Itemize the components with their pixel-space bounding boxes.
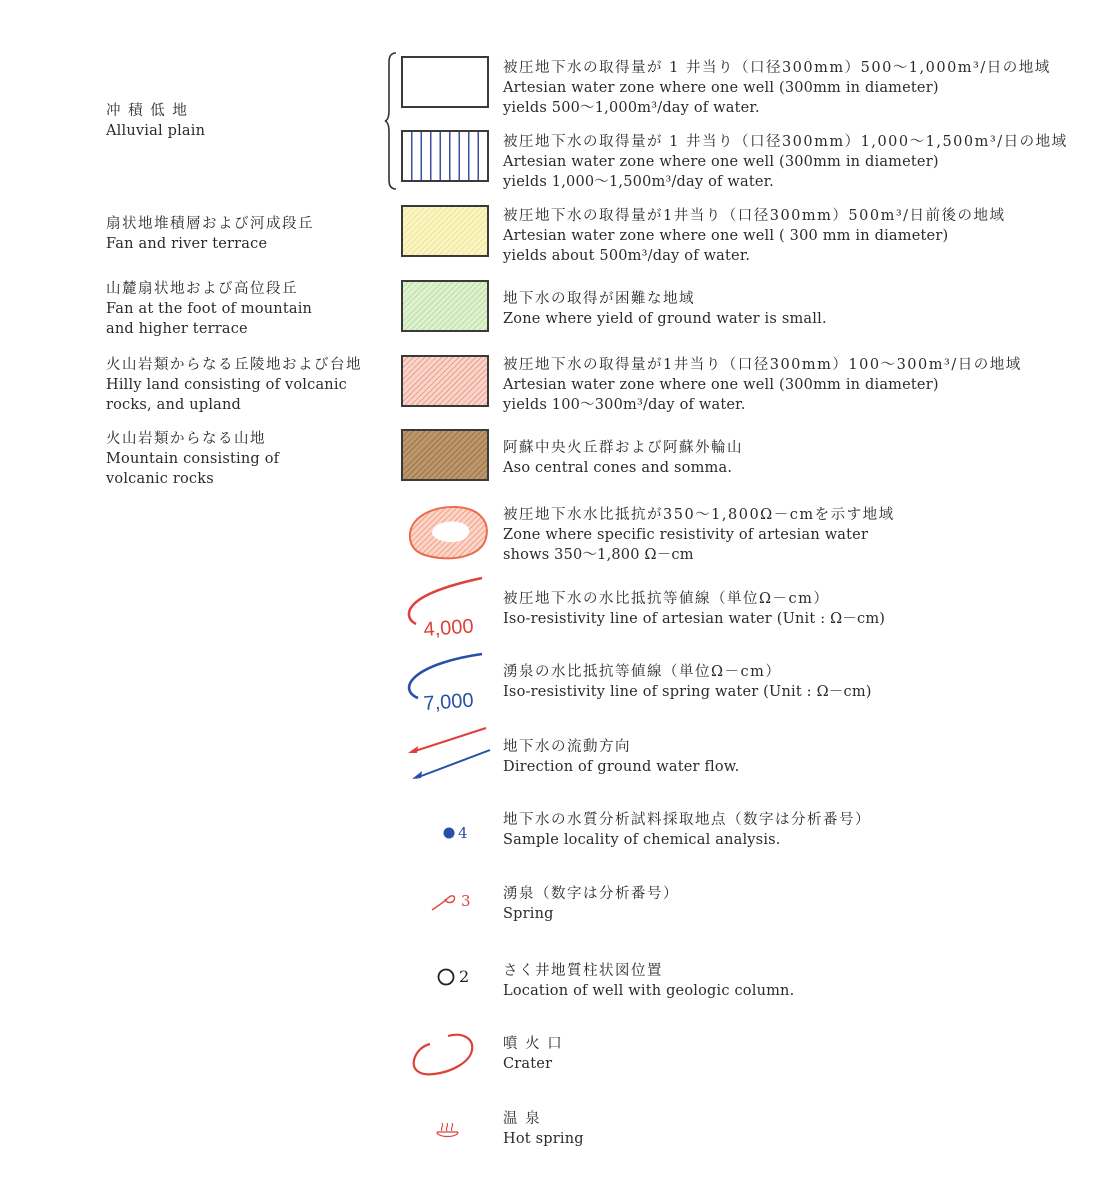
- swatch-pink: [401, 355, 489, 407]
- text-en: shows 350～1,800 Ω－cm: [503, 547, 694, 563]
- label-jp: 扇状地堆積層および河成段丘: [106, 216, 314, 232]
- label-jp: 火山岩類からなる山地: [106, 431, 266, 447]
- legend-text-crater: [503, 1034, 563, 1074]
- swatch-vertical-lines: [401, 130, 489, 182]
- legend-label-fan-river: [106, 214, 314, 254]
- text-jp: 被圧地下水の取得量が 1 井当り（口径300mm）500～1,000m³/日の地域: [503, 60, 1051, 76]
- legend-text-hotspring: [503, 1109, 584, 1149]
- well-location-symbol: [437, 965, 497, 989]
- hot-spring-icon: [434, 1120, 464, 1140]
- text-en: Iso-resistivity line of spring water (Unit : Ω－cm): [503, 684, 872, 700]
- legend-text-small: [503, 289, 827, 329]
- text-jp: 被圧地下水の水比抵抗等値線（単位Ω－cm）: [503, 591, 830, 607]
- label-jp: 冲 積 低 地: [106, 103, 189, 119]
- text-en: Artesian water zone where one well (300mm in diameter): [503, 80, 939, 96]
- label-en: Fan and river terrace: [106, 236, 268, 252]
- swatch-green: [401, 280, 489, 332]
- label-jp: 火山岩類からなる丘陵地および台地: [106, 357, 362, 373]
- text-en: Aso central cones and somma.: [503, 460, 733, 476]
- text-en: yields 100～300m³/day of water.: [503, 397, 746, 413]
- label-en: rocks, and upland: [106, 397, 242, 413]
- legend-text-iso-spring: [503, 662, 872, 702]
- spring-number: 3: [461, 892, 471, 910]
- text-jp: 被圧地下水の取得量が1井当り（口径300mm）100～300m³/日の地域: [503, 357, 1022, 373]
- iso-resistivity-spring-icon: [404, 648, 500, 718]
- text-jp: 湧泉（数字は分析番号）: [503, 886, 679, 902]
- text-jp: 温 泉: [503, 1111, 542, 1127]
- legend-label-alluvial: [106, 101, 205, 141]
- text-en: Sample locality of chemical analysis.: [503, 832, 781, 848]
- text-en: yields 500～1,000m³/day of water.: [503, 100, 760, 116]
- resistivity-zone-icon: [402, 500, 494, 564]
- text-en: Artesian water zone where one well ( 300 mm in diameter): [503, 228, 949, 244]
- legend-text-sample: [503, 810, 871, 850]
- label-en: and higher terrace: [106, 321, 248, 337]
- text-en: Location of well with geologic column.: [503, 983, 795, 999]
- text-en: Iso-resistivity line of artesian water (Unit : Ω－cm): [503, 611, 886, 627]
- text-jp: 噴 火 口: [503, 1036, 564, 1052]
- brace-icon: [384, 52, 398, 190]
- sample-number: 4: [458, 824, 468, 842]
- text-jp: 被圧地下水の取得量が 1 井当り（口径300mm）1,000～1,500m³/日の地域: [503, 134, 1068, 150]
- iso-artesian-value: 4,000: [422, 615, 475, 641]
- text-en: Zone where specific resistivity of artesian water: [503, 527, 869, 543]
- well-circle-icon: [437, 965, 457, 989]
- legend-label-hilly: [106, 355, 362, 415]
- spring-symbol: [430, 890, 500, 914]
- legend-text-aso: [503, 438, 743, 478]
- sample-locality-symbol: [442, 822, 502, 844]
- legend-text-resistivity-zone: [503, 505, 895, 565]
- text-en: Direction of ground water flow.: [503, 759, 740, 775]
- swatch-yellow: [401, 205, 489, 257]
- legend-text-spring: [503, 884, 679, 924]
- text-en: Hot spring: [503, 1131, 584, 1147]
- text-jp: 被圧地下水の取得量が1井当り（口径300mm）500m³/日前後の地域: [503, 208, 1006, 224]
- well-number: 2: [459, 967, 470, 986]
- spring-icon: [430, 890, 458, 914]
- legend-label-fan-mountain: [106, 279, 312, 339]
- text-jp: 湧泉の水比抵抗等値線（単位Ω－cm）: [503, 664, 782, 680]
- legend-text-flow: [503, 737, 740, 777]
- text-en: Crater: [503, 1056, 553, 1072]
- text-en: Artesian water zone where one well (300mm in diameter): [503, 154, 939, 170]
- label-en: Alluvial plain: [106, 123, 206, 139]
- flow-arrows-icon: [404, 724, 500, 784]
- swatch-brown: [401, 429, 489, 481]
- legend-text-zabout500: [503, 206, 1006, 266]
- label-en: Hilly land consisting of volcanic: [106, 377, 348, 393]
- crater-icon: [408, 1028, 480, 1084]
- text-jp: 地下水の流動方向: [503, 739, 631, 755]
- text-en: yields 1,000～1,500m³/day of water.: [503, 174, 774, 190]
- label-en: Fan at the foot of mountain: [106, 301, 313, 317]
- label-en: volcanic rocks: [106, 471, 214, 487]
- text-jp: 地下水の水質分析試料採取地点（数字は分析番号）: [503, 812, 871, 828]
- label-en: Mountain consisting of: [106, 451, 280, 467]
- sample-dot-icon: [442, 822, 456, 844]
- legend-text-z500: [503, 58, 1051, 118]
- text-en: Artesian water zone where one well (300mm in diameter): [503, 377, 939, 393]
- text-en: Spring: [503, 906, 554, 922]
- text-jp: 阿蘇中央火丘群および阿蘇外輪山: [503, 440, 743, 456]
- legend-label-mountain: [106, 429, 279, 489]
- label-jp: 山麓扇状地および高位段丘: [106, 281, 298, 297]
- text-jp: さく井地質柱状図位置: [503, 963, 663, 979]
- text-en: Zone where yield of ground water is small.: [503, 311, 827, 327]
- legend-text-z100: [503, 355, 1022, 415]
- swatch-white: [401, 56, 489, 108]
- legend-text-iso-artesian: [503, 589, 885, 629]
- iso-resistivity-artesian-icon: [404, 574, 500, 644]
- text-jp: 地下水の取得が困難な地域: [503, 291, 695, 307]
- legend-text-z1000: [503, 132, 1068, 192]
- legend-text-well: [503, 961, 794, 1001]
- text-jp: 被圧地下水水比抵抗が350～1,800Ω－cmを示す地域: [503, 507, 895, 523]
- iso-spring-value: 7,000: [422, 689, 475, 715]
- text-en: yields about 500m³/day of water.: [503, 248, 751, 264]
